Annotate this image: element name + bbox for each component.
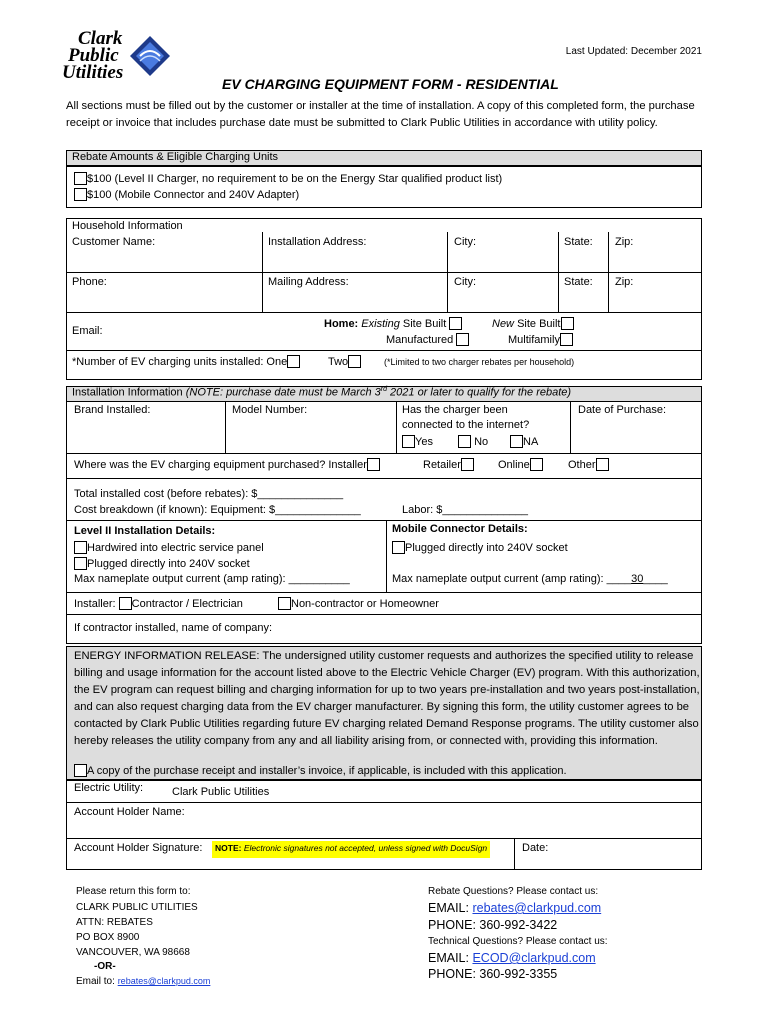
contact-email-2-label: EMAIL: [428,951,473,965]
na-checkbox[interactable] [510,435,523,448]
max-mobile-value: 30 [631,573,644,585]
installation-note-b: 2021 or later to qualify for the rebate) [387,386,572,399]
connected-no[interactable] [458,435,488,448]
yes-checkbox[interactable] [402,435,415,448]
site-built-label: Site Built [402,318,447,330]
installer-label: Installer: [74,598,116,610]
signature-note-text: Electronic signatures not accepted, unless signed with DocuSign [241,843,488,853]
hardwired-checkbox[interactable] [74,541,87,554]
logo-diamond-icon [128,34,172,78]
total-cost-field[interactable]: Total installed cost (before rebates): $______________ [74,488,344,500]
na-label: NA [523,436,539,448]
no-checkbox[interactable] [458,435,471,448]
connected-question-2: connected to the internet? [402,419,530,431]
state-field[interactable]: State: [564,236,593,248]
contractor-label: Contractor / Electrician [131,598,243,610]
rebate-option-2-label: $100 (Mobile Connector and 240V Adapter) [87,189,300,201]
copy-included[interactable] [74,764,567,777]
connected-question-1: Has the charger been [402,404,508,416]
yes-label: Yes [415,436,433,448]
home-existing-site-built[interactable] [324,317,462,330]
rebate-option-1[interactable] [74,172,502,185]
last-updated: Last Updated: December 2021 [565,46,702,57]
account-holder-signature-field[interactable]: Account Holder Signature: [74,842,203,854]
max-l2-field[interactable]: Max nameplate output current (amp rating): __________ [74,573,350,585]
home-multifamily[interactable] [508,333,573,346]
manufactured-checkbox[interactable] [456,333,469,346]
signature-note [212,841,490,858]
signature-note-bold: NOTE: [215,843,242,853]
connected-yes[interactable] [402,435,433,448]
account-holder-name-field[interactable]: Account Holder Name: [74,806,185,818]
new-site-built-checkbox[interactable] [561,317,574,330]
technical-questions: Technical Questions? Please contact us: [428,936,608,947]
intro-text: All sections must be filled out by the customer or installer at the time of installation. A copy of this completed form, the purchase receipt or invoice that includes purchase date must be submitted to Clark Public Utilities in accordance with utility policy. [66,100,695,129]
contact-email-1-label: EMAIL: [428,901,473,915]
page-title: EV CHARGING EQUIPMENT FORM - RESIDENTIAL [222,76,559,92]
release-text: ENERGY INFORMATION RELEASE: The undersigned utility customer requests and authorizes the specified utility to release billing and usage information for the account listed above to the Electric Vehicle Charger (EV) program. With this authorization, the EV program can request billing and charging information for up to two years pre-installation and two years post-installation, and can also request charging data from the EV charger manufacturer. By signing this form, the utility customer agrees to be contacted by Clark Public Utilities regarding future EV charging related Demand Response programs. The utility customer also hereby releases the utility company from any and all liability arising from, or connected with, providing this information. [74,650,700,747]
copy-included-label: A copy of the purchase receipt and installer’s invoice, if applicable, is included with this application. [87,765,567,777]
contact-email-1 [428,901,601,915]
hardwired-label: Hardwired into electric service panel [87,542,264,554]
zip-field[interactable]: Zip: [615,236,634,248]
contact-email-2 [428,951,596,965]
where-other[interactable] [568,458,609,471]
manufactured-label: Manufactured [386,334,454,346]
plugged-label: Plugged directly into 240V socket [87,558,250,570]
installer-contractor[interactable] [74,597,243,610]
return-email [76,976,210,987]
limit-note: (*Limited to two charger rebates per household) [384,357,575,367]
noncontractor-checkbox[interactable] [278,597,291,610]
num-units-one[interactable] [72,355,300,368]
date-field[interactable]: Date: [522,842,549,854]
plugged-checkbox[interactable] [74,557,87,570]
max-mobile-field[interactable] [392,573,668,585]
contact-phone-1: PHONE: 360-992-3422 [428,918,558,932]
online-checkbox[interactable] [530,458,543,471]
equipment-cost-field[interactable]: Cost breakdown (if known): Equipment: $______________ [74,504,361,516]
household-header: Household Information [72,220,183,232]
return-line-4: PO BOX 8900 [76,932,140,943]
logo-line3: Utilities [62,62,124,83]
other-label: Other [568,459,596,471]
installer-checkbox[interactable] [367,458,380,471]
existing-site-built-checkbox[interactable] [449,317,462,330]
multifamily-label: Multifamily [508,334,560,346]
where-retailer[interactable] [423,458,474,471]
home-manufactured[interactable] [386,333,469,346]
return-line-3: ATTN: REBATES [76,917,153,928]
rebate-option-1-label: $100 (Level II Charger, no requirement to be on the Energy Star qualified product list) [87,173,503,185]
mobile-plugged-label: Plugged directly into 240V socket [405,542,568,554]
hardwired-option[interactable] [74,541,264,554]
other-checkbox[interactable] [596,458,609,471]
online-label: Online [498,459,530,471]
return-or: -OR- [94,961,116,972]
copy-included-checkbox[interactable] [74,764,87,777]
brand-installed-field[interactable]: Brand Installed: [74,404,151,416]
installation-header [72,386,571,399]
logo-line2: Public [68,45,119,66]
contractor-checkbox[interactable] [119,597,132,610]
customer-name-field[interactable]: Customer Name: [72,236,156,248]
installation-note-a: (NOTE: purchase date must be March 3 [185,386,381,399]
retailer-label: Retailer [423,459,461,471]
return-line-5: VANCOUVER, WA 98668 [76,947,190,958]
where-label: Where was the EV charging equipment purchased? Installer [74,459,367,471]
logo-line1: Clark [78,28,123,49]
email-field[interactable]: Email: [72,325,103,337]
contact-email-2-link[interactable]: ECOD@clarkpud.com [472,951,596,965]
rebate-option-2[interactable] [74,188,299,201]
plugged-option[interactable] [74,557,250,570]
num-units-label: *Number of EV charging units installed: One [72,356,288,368]
multifamily-checkbox[interactable] [560,333,573,346]
installation-note-sup: rd [380,386,387,393]
max-mobile-label: Max nameplate output current (amp rating): ____ [392,573,632,585]
no-label: No [474,436,489,448]
rebate-questions: Rebate Questions? Please contact us: [428,886,599,897]
return-line-1: Please return this form to: [76,886,191,897]
two-label: Two [328,356,349,368]
return-email-label: Email to: [76,976,118,987]
mailing-zip-field[interactable]: Zip: [615,276,634,288]
return-line-2: CLARK PUBLIC UTILITIES [76,902,198,913]
two-units-checkbox[interactable] [348,355,361,368]
labor-cost-field[interactable]: Labor: $______________ [402,504,529,516]
rebate-header: Rebate Amounts & Eligible Charging Units [72,151,279,163]
phone-field[interactable]: Phone: [72,276,107,288]
mailing-address-field[interactable]: Mailing Address: [268,276,349,288]
electric-utility-value[interactable]: Clark Public Utilities [172,786,270,798]
rebate-option-2-checkbox[interactable] [74,188,87,201]
retailer-checkbox[interactable] [461,458,474,471]
model-number-field[interactable]: Model Number: [232,404,308,416]
rebate-option-1-checkbox[interactable] [74,172,87,185]
logo [62,28,172,86]
contact-phone-2: PHONE: 360-992-3355 [428,967,558,981]
num-units-two[interactable] [328,355,361,368]
where-installer[interactable] [74,458,380,471]
return-email-link[interactable]: rebates@clarkpud.com [117,976,211,986]
installation-address-field[interactable]: Installation Address: [268,236,367,248]
max-mobile-tail: ____ [643,573,668,585]
electric-utility-label: Electric Utility: [74,782,144,794]
mobile-plugged-option[interactable] [392,541,568,554]
home-label: Home: [324,318,359,330]
mobile-plugged-checkbox[interactable] [392,541,405,554]
new-label: New [492,318,515,330]
date-purchase-field[interactable]: Date of Purchase: [578,404,667,416]
home-new-site-built[interactable] [492,317,574,330]
level2-header: Level II Installation Details: [74,525,216,537]
where-online[interactable] [498,458,543,471]
city-field[interactable]: City: [454,236,476,248]
contact-email-1-link[interactable]: rebates@clarkpud.com [472,901,602,915]
new-site-built-label: Site Built [517,318,561,330]
installer-noncontractor[interactable] [278,597,439,610]
installation-header-label: Installation Information [72,386,186,399]
noncontractor-label: Non-contractor or Homeowner [291,598,439,610]
one-unit-checkbox[interactable] [287,355,300,368]
mailing-city-field[interactable]: City: [454,276,476,288]
connected-na[interactable] [510,435,538,448]
company-name-field[interactable]: If contractor installed, name of company: [74,622,273,634]
mobile-header: Mobile Connector Details: [392,523,528,535]
existing-label: Existing [361,318,400,330]
mailing-state-field[interactable]: State: [564,276,593,288]
